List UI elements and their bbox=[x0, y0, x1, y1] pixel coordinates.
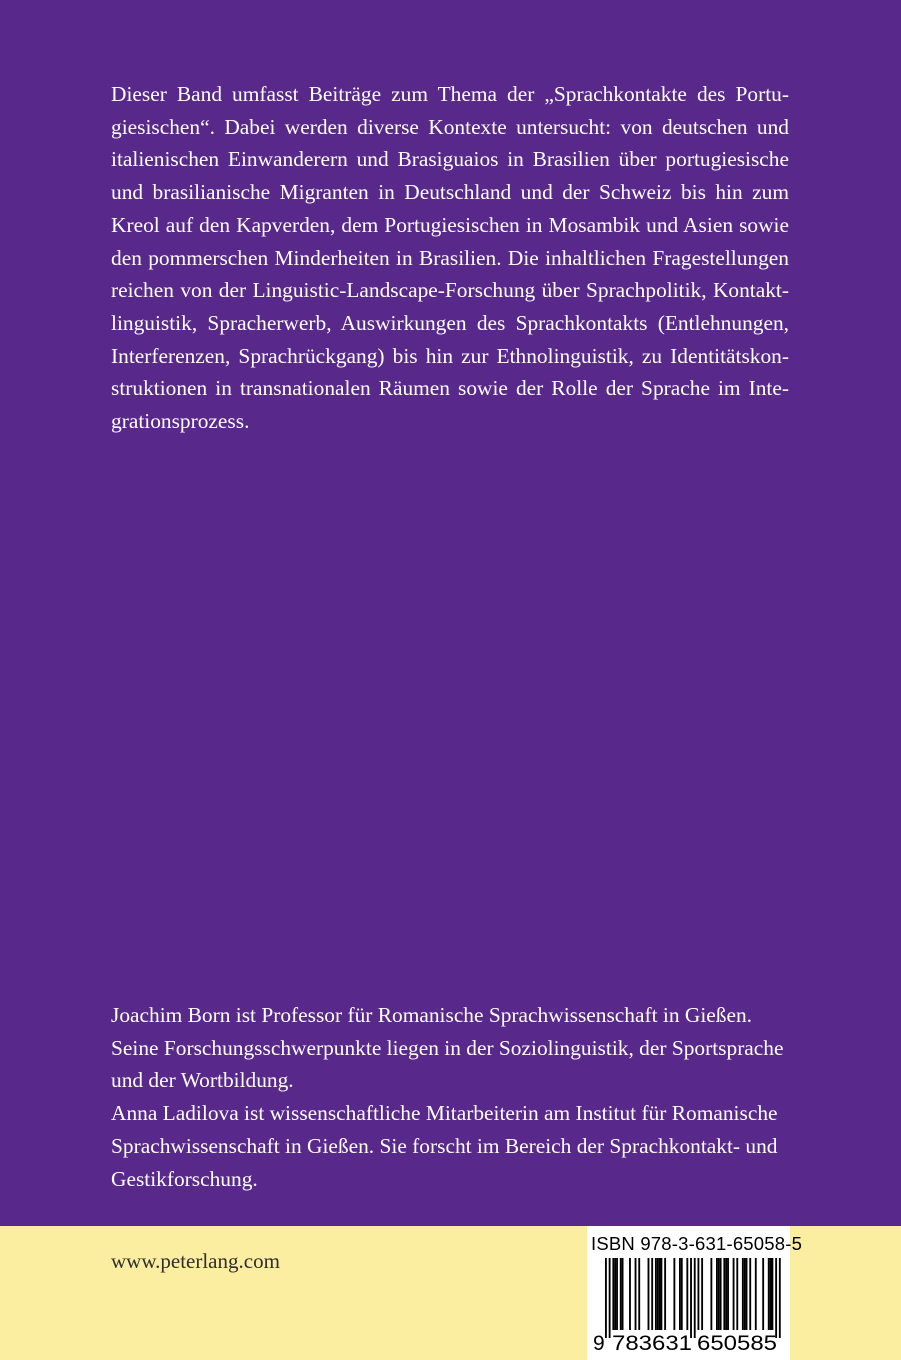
barcode-bar bbox=[664, 1258, 666, 1330]
barcode-bar bbox=[723, 1258, 725, 1330]
barcode-bar bbox=[655, 1258, 657, 1330]
barcode-bar bbox=[742, 1258, 744, 1330]
barcode-bar bbox=[779, 1258, 781, 1338]
barcode-bar bbox=[616, 1258, 618, 1330]
barcode-bar bbox=[755, 1258, 757, 1330]
barcode-bar bbox=[768, 1258, 770, 1330]
barcode-digit-lead: 9 bbox=[593, 1332, 605, 1355]
barcode-bars bbox=[605, 1258, 781, 1338]
barcode-bar bbox=[690, 1258, 692, 1338]
barcode-digits-right: 650585 bbox=[697, 1332, 777, 1355]
barcode-bar bbox=[679, 1258, 681, 1330]
barcode-bar bbox=[772, 1258, 774, 1330]
barcode-bar bbox=[744, 1258, 746, 1330]
barcode-bar bbox=[736, 1258, 738, 1330]
barcode-bar bbox=[605, 1258, 607, 1338]
barcode-bar bbox=[620, 1258, 622, 1330]
barcode-bar bbox=[770, 1258, 772, 1330]
barcode-bar bbox=[718, 1258, 720, 1330]
barcode-bar bbox=[651, 1258, 653, 1330]
barcode-bar bbox=[710, 1258, 712, 1330]
barcode-digits-left: 783631 bbox=[612, 1332, 692, 1355]
author-bios bbox=[111, 999, 789, 1195]
isbn-barcode-box bbox=[587, 1226, 803, 1360]
barcode-bar bbox=[746, 1258, 748, 1330]
barcode-bar bbox=[659, 1258, 661, 1330]
barcode-bar bbox=[661, 1258, 663, 1330]
barcode-bar bbox=[698, 1258, 700, 1330]
barcode-bar bbox=[638, 1258, 640, 1330]
bio-joachim-born: Joachim Born ist Professor für Romanische Sprachwissenschaft in Gießen. Seine Forschungsschwerpunkte liegen in der Soziolinguistik, der Sportsprache und der Wortbildung. bbox=[111, 1003, 784, 1093]
barcode-bar bbox=[648, 1258, 650, 1330]
blurb-text bbox=[111, 78, 789, 438]
barcode-bar bbox=[725, 1258, 727, 1330]
barcode-bar bbox=[681, 1258, 683, 1330]
barcode-bar bbox=[694, 1258, 696, 1338]
publisher-website[interactable]: www.peterlang.com bbox=[111, 1249, 280, 1273]
barcode-bar bbox=[733, 1258, 735, 1330]
bio-anna-ladilova: Anna Ladilova ist wissenschaftliche Mitarbeiterin am Institut für Romanische Sprachwissenschaft in Gießen. Sie forscht im Bereich der Sprachkontakt- und Gestikforschung. bbox=[111, 1101, 778, 1191]
barcode-bar bbox=[614, 1258, 616, 1330]
barcode-bar bbox=[716, 1258, 718, 1330]
blurb-paragraph: Dieser Band umfasst Beiträge zum Thema der „Sprachkontakte des Portugiesischen“. Dabei werden diverse Kontexte untersucht: von deutschen und italienischen Einwanderern und Brasiguaios in Brasilien über portugiesische und brasilianische Migranten in Deutschland und der Schweiz bis hin zum Kreol auf den Kapverden, dem Portugiesischen in Mosambik und Asien sowie den pommerschen Minderheiten in Brasilien. Die inhaltlichen Fragestellungen reichen von der Linguistic-Landscape-Forschung über Sprachpolitik, Kontaktlinguistik, Spracherwerb, Auswirkungen des Sprachkontakts (Entlehnungen, Interferenzen, Sprachrückgang) bis hin zur Ethnolinguistik, zu Identitätskonstruktionen in transnationalen Räumen sowie der Rolle der Sprache im Integrationsprozess. bbox=[111, 82, 789, 434]
barcode-bar bbox=[775, 1258, 777, 1338]
barcode-bar bbox=[622, 1258, 624, 1330]
barcode-bar bbox=[612, 1258, 614, 1330]
barcode-bar bbox=[749, 1258, 751, 1330]
barcode-bar bbox=[701, 1258, 703, 1330]
barcode-bar bbox=[720, 1258, 722, 1330]
isbn-label: ISBN 978-3-631-65058-5 bbox=[591, 1233, 803, 1254]
barcode bbox=[587, 1226, 803, 1360]
barcode-bar bbox=[609, 1258, 611, 1338]
barcode-bar bbox=[673, 1258, 675, 1330]
barcode-bar bbox=[762, 1258, 764, 1330]
barcode-bar bbox=[657, 1258, 659, 1330]
barcode-bar bbox=[635, 1258, 637, 1330]
barcode-bar bbox=[686, 1258, 688, 1330]
barcode-bar bbox=[629, 1258, 631, 1330]
barcode-bar bbox=[727, 1258, 729, 1330]
